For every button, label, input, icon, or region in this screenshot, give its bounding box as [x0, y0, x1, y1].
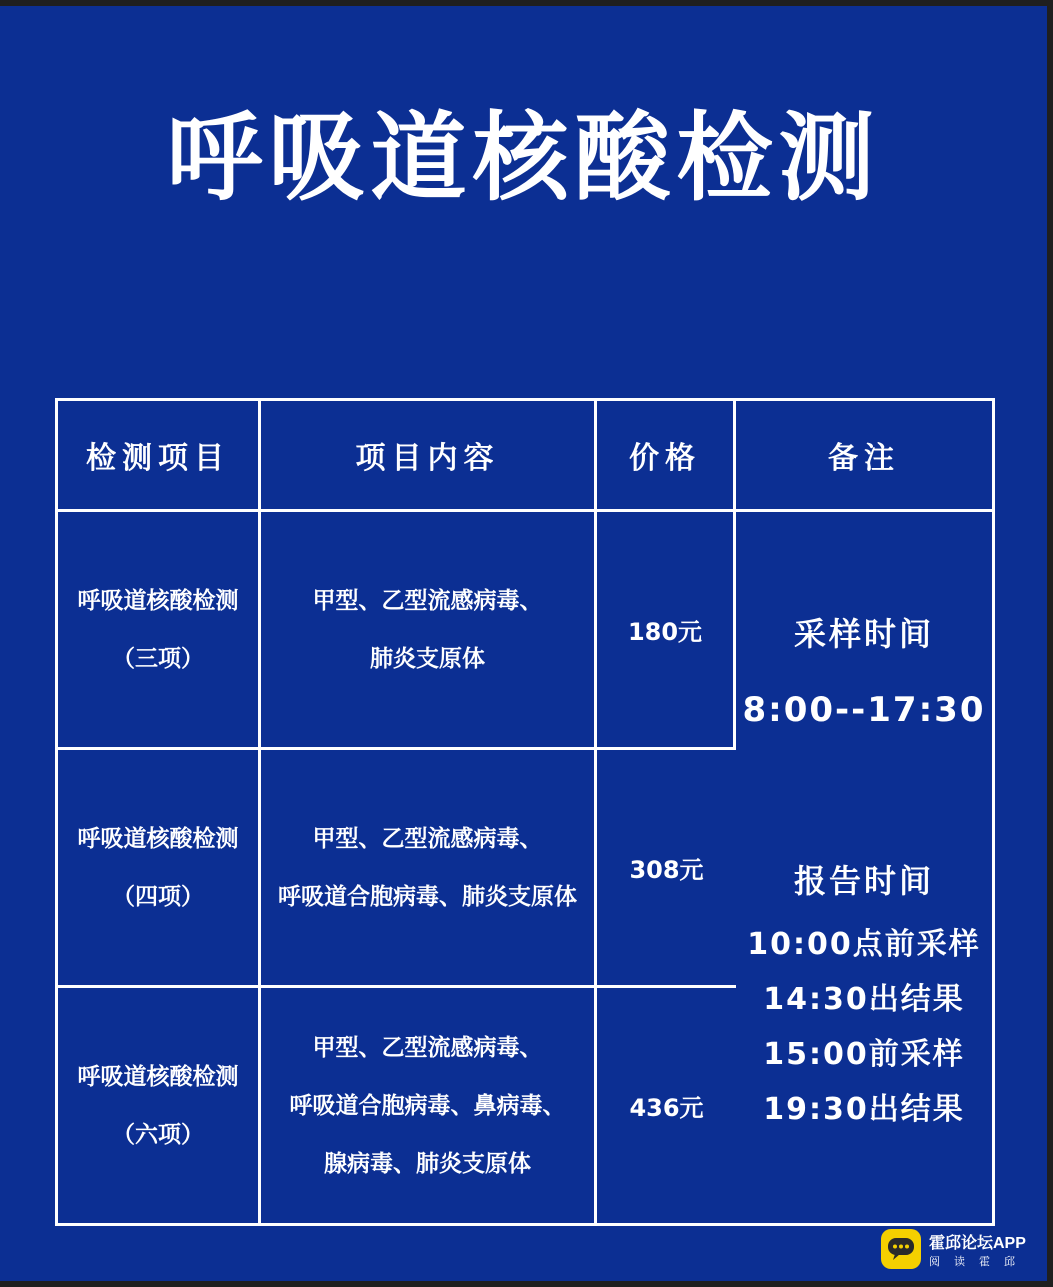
content-line: 腺病毒、肺炎支原体 — [324, 1150, 531, 1177]
content-line: 甲型、乙型流感病毒、 — [312, 825, 543, 852]
row-content — [261, 512, 597, 750]
report-line: 19:30出结果 — [763, 1092, 965, 1128]
content-line: 呼吸道合胞病毒、肺炎支原体 — [278, 883, 577, 910]
table-row — [58, 512, 992, 750]
report-line: 10:00点前采样 — [747, 927, 981, 963]
report-title: 报告时间 — [793, 862, 934, 901]
watermark-name: 霍邱论坛APP — [929, 1234, 1026, 1252]
watermark — [881, 1229, 1029, 1269]
row-item — [58, 750, 261, 988]
item-name: 呼吸道核酸检测 — [77, 825, 239, 852]
header-content: 项目内容 — [261, 401, 597, 512]
header-price: 价格 — [597, 401, 736, 512]
watermark-text — [929, 1230, 1029, 1269]
sampling-title: 采样时间 — [793, 615, 934, 654]
notes-spacer — [736, 750, 992, 845]
item-count: （三项） — [112, 645, 204, 672]
row-price: 308元 — [597, 750, 736, 988]
item-name: 呼吸道核酸检测 — [77, 587, 239, 614]
table-header-row — [58, 401, 992, 512]
row-content — [261, 988, 597, 1223]
content-line: 甲型、乙型流感病毒、 — [312, 1034, 543, 1061]
sampling-time: 8:00--17:30 — [742, 690, 986, 731]
chat-bubble-icon — [881, 1229, 921, 1269]
header-notes: 备注 — [736, 401, 992, 512]
content-line: 肺炎支原体 — [370, 645, 485, 672]
watermark-sub: 阅读霍邱 — [929, 1254, 1029, 1268]
item-count: （六项） — [112, 1121, 204, 1148]
row-content — [261, 750, 597, 988]
item-count: （四项） — [112, 883, 204, 910]
content-line: 甲型、乙型流感病毒、 — [312, 587, 543, 614]
content-line: 呼吸道合胞病毒、鼻病毒、 — [289, 1092, 566, 1119]
report-line: 15:00前采样 — [763, 1037, 965, 1073]
row-price: 180元 — [597, 512, 736, 750]
row-price: 436元 — [629, 1094, 704, 1123]
item-name: 呼吸道核酸检测 — [77, 1063, 239, 1090]
price-table — [55, 398, 995, 1226]
header-item: 检测项目 — [58, 401, 261, 512]
row-item — [58, 512, 261, 750]
row-item — [58, 988, 261, 1223]
report-line: 14:30出结果 — [763, 982, 965, 1018]
poster-title: 呼吸道核酸检测 — [166, 102, 881, 214]
poster — [0, 6, 1047, 1281]
notes-cell — [736, 512, 992, 1223]
